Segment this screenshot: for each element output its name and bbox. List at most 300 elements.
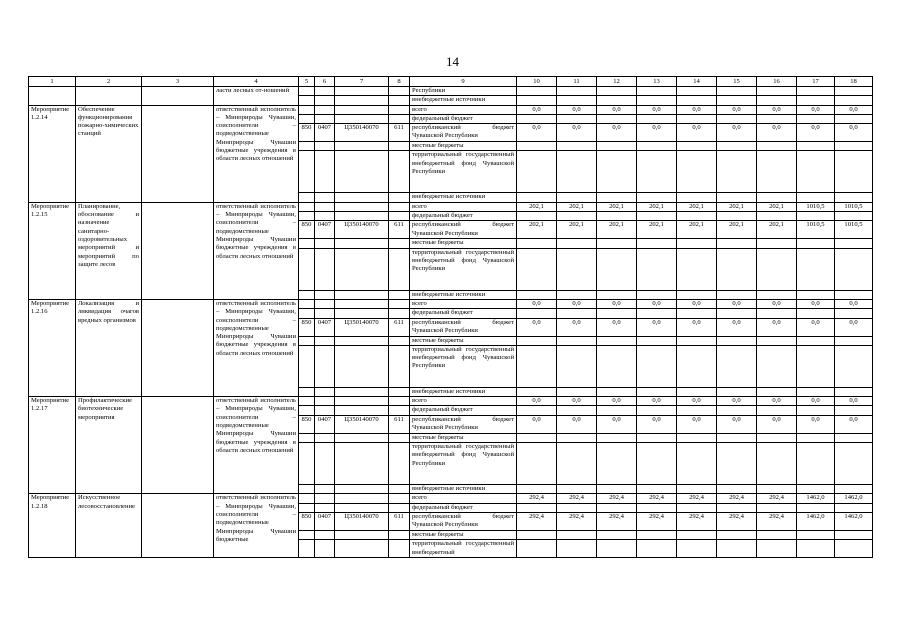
code-vr xyxy=(389,345,410,387)
value-cell xyxy=(557,336,597,345)
table-row xyxy=(29,494,873,503)
header-col-1: 1 xyxy=(29,77,76,87)
value-cell xyxy=(717,387,757,396)
value-cell xyxy=(717,530,757,539)
code-csr xyxy=(335,494,389,503)
value-cell xyxy=(637,485,677,494)
value-cell: 1010,5 xyxy=(797,221,835,239)
code-vr xyxy=(389,212,410,221)
code-csr xyxy=(335,397,389,406)
measure-label: Мероприятие 1.2.15 xyxy=(29,202,76,299)
value-cell xyxy=(517,345,557,387)
page-number: 14 xyxy=(446,54,459,69)
value-cell xyxy=(677,151,717,193)
value-cell xyxy=(677,345,717,387)
code-rzpr xyxy=(315,239,335,248)
code-grbs xyxy=(299,433,315,442)
value-cell xyxy=(677,336,717,345)
code-rzpr xyxy=(315,485,335,494)
value-cell xyxy=(835,345,873,387)
code-rzpr xyxy=(315,151,335,193)
value-cell xyxy=(597,387,637,396)
source-cell: территориальный государственный внебюджетный xyxy=(410,540,517,558)
source-cell: республиканский бюджет Чувашской Республики xyxy=(410,124,517,142)
value-cell xyxy=(717,87,757,96)
value-cell xyxy=(637,336,677,345)
value-cell xyxy=(757,540,797,558)
value-cell: 0,0 xyxy=(757,299,797,308)
source-cell: внебюджетные источники xyxy=(410,290,517,299)
value-cell xyxy=(517,96,557,105)
value-cell xyxy=(677,485,717,494)
value-cell xyxy=(717,193,757,202)
code-vr xyxy=(389,530,410,539)
code-rzpr xyxy=(315,530,335,539)
source-cell: республиканский бюджет Чувашской Республики xyxy=(410,415,517,433)
value-cell: 292,4 xyxy=(597,512,637,530)
table-row xyxy=(29,397,873,406)
code-rzpr xyxy=(315,443,335,485)
value-cell: 0,0 xyxy=(717,299,757,308)
value-cell xyxy=(797,142,835,151)
value-cell: 202,1 xyxy=(517,221,557,239)
value-cell: 0,0 xyxy=(637,397,677,406)
code-cell xyxy=(299,87,315,96)
code-csr xyxy=(335,248,389,290)
value-cell xyxy=(637,503,677,512)
code-rzpr xyxy=(315,397,335,406)
code-csr xyxy=(335,503,389,512)
code-rzpr xyxy=(315,290,335,299)
value-cell: 0,0 xyxy=(597,105,637,114)
value-cell xyxy=(717,151,757,193)
value-cell xyxy=(835,503,873,512)
code-csr: Ц350140070 xyxy=(335,415,389,433)
value-cell xyxy=(717,96,757,105)
code-rzpr: 0407 xyxy=(315,318,335,336)
code-grbs xyxy=(299,345,315,387)
source-cell: местные бюджеты xyxy=(410,530,517,539)
code-vr xyxy=(389,397,410,406)
code-vr xyxy=(389,387,410,396)
value-cell xyxy=(597,87,637,96)
code-rzpr xyxy=(315,494,335,503)
value-cell: 0,0 xyxy=(757,124,797,142)
code-rzpr xyxy=(315,309,335,318)
value-cell: 202,1 xyxy=(597,202,637,211)
code-vr xyxy=(389,142,410,151)
code-csr xyxy=(335,540,389,558)
value-cell: 0,0 xyxy=(757,415,797,433)
code-vr xyxy=(389,494,410,503)
value-cell: 0,0 xyxy=(717,397,757,406)
value-cell: 0,0 xyxy=(835,299,873,308)
value-cell xyxy=(835,151,873,193)
code-grbs xyxy=(299,151,315,193)
executor-cell: ответственный исполнитель – Минприроды Чувашии, соисполнители – подведомственные Минприроды Чувашии бюджетные учреждения в области лесных отношений xyxy=(214,105,299,202)
value-cell xyxy=(597,193,637,202)
value-cell xyxy=(835,248,873,290)
value-cell: 0,0 xyxy=(757,397,797,406)
value-cell: 0,0 xyxy=(797,124,835,142)
value-cell xyxy=(717,345,757,387)
col3-cell xyxy=(142,494,214,557)
value-cell xyxy=(757,96,797,105)
value-cell xyxy=(637,248,677,290)
value-cell: 0,0 xyxy=(597,318,637,336)
code-vr: 611 xyxy=(389,512,410,530)
value-cell: 292,4 xyxy=(717,512,757,530)
code-grbs xyxy=(299,114,315,123)
header-col-13: 13 xyxy=(637,77,677,87)
header-row xyxy=(29,77,873,87)
value-cell xyxy=(835,96,873,105)
value-cell xyxy=(717,142,757,151)
value-cell: 0,0 xyxy=(517,397,557,406)
value-cell xyxy=(797,114,835,123)
value-cell: 0,0 xyxy=(637,318,677,336)
value-cell xyxy=(517,530,557,539)
value-cell xyxy=(797,387,835,396)
value-cell xyxy=(797,503,835,512)
header-col-11: 11 xyxy=(557,77,597,87)
value-cell: 0,0 xyxy=(717,415,757,433)
value-cell xyxy=(717,443,757,485)
value-cell: 0,0 xyxy=(597,299,637,308)
code-grbs: 850 xyxy=(299,318,315,336)
source-cell: федеральный бюджет xyxy=(410,503,517,512)
code-grbs xyxy=(299,336,315,345)
value-cell: 0,0 xyxy=(517,124,557,142)
measure-label-cell xyxy=(29,87,76,106)
value-cell xyxy=(517,114,557,123)
value-cell xyxy=(517,193,557,202)
value-cell xyxy=(517,151,557,193)
executor-cell: ответственный исполнитель – Минприроды Чувашии, соисполнители – подведомственные Минприроды Чувашии бюджетные учреждения в области лесных отношений xyxy=(214,397,299,494)
code-csr: Ц350140070 xyxy=(335,124,389,142)
code-vr xyxy=(389,406,410,415)
code-rzpr: 0407 xyxy=(315,415,335,433)
code-vr xyxy=(389,193,410,202)
source-cell: местные бюджеты xyxy=(410,142,517,151)
value-cell xyxy=(557,87,597,96)
code-csr xyxy=(335,433,389,442)
value-cell xyxy=(557,485,597,494)
header-col-9: 9 xyxy=(410,77,517,87)
code-cell xyxy=(335,87,389,96)
value-cell xyxy=(835,443,873,485)
value-cell xyxy=(557,309,597,318)
value-cell: 0,0 xyxy=(797,415,835,433)
source-cell: федеральный бюджет xyxy=(410,406,517,415)
value-cell xyxy=(557,193,597,202)
code-rzpr xyxy=(315,406,335,415)
value-cell xyxy=(717,114,757,123)
value-cell xyxy=(637,540,677,558)
value-cell xyxy=(757,151,797,193)
value-cell xyxy=(677,87,717,96)
code-grbs xyxy=(299,485,315,494)
value-cell xyxy=(637,345,677,387)
value-cell: 0,0 xyxy=(835,397,873,406)
value-cell: 0,0 xyxy=(557,105,597,114)
value-cell: 0,0 xyxy=(835,318,873,336)
value-cell xyxy=(637,387,677,396)
code-csr xyxy=(335,406,389,415)
code-csr xyxy=(335,443,389,485)
code-csr xyxy=(335,212,389,221)
source-cell: внебюджетные источники xyxy=(410,96,517,105)
value-cell xyxy=(797,485,835,494)
table-row xyxy=(29,105,873,114)
code-rzpr xyxy=(315,193,335,202)
value-cell xyxy=(717,309,757,318)
value-cell: 1462,0 xyxy=(835,494,873,503)
value-cell xyxy=(557,151,597,193)
value-cell xyxy=(677,193,717,202)
value-cell xyxy=(797,540,835,558)
value-cell xyxy=(797,433,835,442)
value-cell xyxy=(717,212,757,221)
value-cell xyxy=(677,248,717,290)
value-cell: 0,0 xyxy=(637,124,677,142)
code-grbs xyxy=(299,239,315,248)
value-cell xyxy=(757,406,797,415)
col3-cell xyxy=(142,202,214,299)
value-cell: 292,4 xyxy=(757,494,797,503)
value-cell xyxy=(797,248,835,290)
value-cell: 202,1 xyxy=(677,202,717,211)
source-cell: всего xyxy=(410,202,517,211)
code-grbs xyxy=(299,397,315,406)
code-rzpr xyxy=(315,202,335,211)
source-cell: внебюджетные источники xyxy=(410,387,517,396)
source-cell: республиканский бюджет Чувашской Республики xyxy=(410,318,517,336)
value-cell xyxy=(677,540,717,558)
value-cell xyxy=(557,433,597,442)
value-cell: 0,0 xyxy=(677,397,717,406)
measure-label: Мероприятие 1.2.17 xyxy=(29,397,76,494)
measure-name: Профилактические биотехнические мероприятия xyxy=(76,397,142,494)
value-cell xyxy=(677,114,717,123)
code-rzpr: 0407 xyxy=(315,221,335,239)
code-grbs xyxy=(299,105,315,114)
value-cell: 292,4 xyxy=(717,494,757,503)
value-cell xyxy=(757,212,797,221)
code-csr xyxy=(335,142,389,151)
value-cell xyxy=(517,433,557,442)
code-vr xyxy=(389,336,410,345)
measure-name: Искусственное лесовосстановление xyxy=(76,494,142,557)
value-cell xyxy=(717,239,757,248)
value-cell xyxy=(797,87,835,96)
value-cell: 0,0 xyxy=(677,124,717,142)
code-csr xyxy=(335,299,389,308)
code-rzpr xyxy=(315,248,335,290)
value-cell xyxy=(557,443,597,485)
value-cell xyxy=(757,345,797,387)
value-cell xyxy=(717,406,757,415)
value-cell: 0,0 xyxy=(835,415,873,433)
code-vr xyxy=(389,540,410,558)
table-row xyxy=(29,87,873,96)
value-cell: 0,0 xyxy=(677,299,717,308)
header-col-3: 3 xyxy=(142,77,214,87)
header-col-17: 17 xyxy=(797,77,835,87)
code-rzpr xyxy=(315,114,335,123)
source-cell: федеральный бюджет xyxy=(410,212,517,221)
value-cell: 0,0 xyxy=(835,124,873,142)
value-cell: 0,0 xyxy=(717,318,757,336)
value-cell: 202,1 xyxy=(757,202,797,211)
value-cell xyxy=(757,114,797,123)
value-cell: 292,4 xyxy=(517,494,557,503)
value-cell xyxy=(637,142,677,151)
value-cell: 1010,5 xyxy=(797,202,835,211)
value-cell: 292,4 xyxy=(517,512,557,530)
header-col-10: 10 xyxy=(517,77,557,87)
value-cell: 0,0 xyxy=(835,105,873,114)
value-cell xyxy=(717,485,757,494)
code-cell xyxy=(389,96,410,105)
value-cell xyxy=(557,248,597,290)
value-cell: 202,1 xyxy=(677,221,717,239)
value-cell: 292,4 xyxy=(757,512,797,530)
value-cell xyxy=(637,309,677,318)
value-cell xyxy=(757,530,797,539)
value-cell xyxy=(597,114,637,123)
value-cell xyxy=(557,406,597,415)
value-cell xyxy=(757,309,797,318)
value-cell xyxy=(597,248,637,290)
measure-name: Локализация и ликвидация очагов вредных организмов xyxy=(76,299,142,396)
code-grbs: 850 xyxy=(299,512,315,530)
value-cell xyxy=(677,239,717,248)
value-cell: 202,1 xyxy=(557,202,597,211)
program-table xyxy=(28,76,873,558)
code-csr xyxy=(335,105,389,114)
code-vr xyxy=(389,485,410,494)
value-cell xyxy=(835,87,873,96)
value-cell: 0,0 xyxy=(757,105,797,114)
value-cell: 202,1 xyxy=(757,221,797,239)
value-cell xyxy=(757,433,797,442)
measure-name-cell xyxy=(76,87,142,106)
value-cell xyxy=(557,387,597,396)
value-cell xyxy=(677,443,717,485)
value-cell xyxy=(797,193,835,202)
table-row xyxy=(29,299,873,308)
source-cell: территориальный государственный внебюджетный фонд Чувашской Республики xyxy=(410,345,517,387)
value-cell: 0,0 xyxy=(637,105,677,114)
source-cell: территориальный государственный внебюджетный фонд Чувашской Республики xyxy=(410,248,517,290)
value-cell xyxy=(797,406,835,415)
value-cell: 292,4 xyxy=(557,512,597,530)
value-cell: 0,0 xyxy=(677,105,717,114)
value-cell xyxy=(757,87,797,96)
code-vr xyxy=(389,248,410,290)
value-cell xyxy=(757,239,797,248)
col3-cell xyxy=(142,105,214,202)
value-cell: 202,1 xyxy=(517,202,557,211)
header-col-6: 6 xyxy=(315,77,335,87)
code-rzpr xyxy=(315,345,335,387)
value-cell xyxy=(517,239,557,248)
value-cell xyxy=(797,212,835,221)
source-cell: внебюджетные источники xyxy=(410,485,517,494)
source-cell: Республики xyxy=(410,87,517,96)
value-cell xyxy=(557,96,597,105)
value-cell xyxy=(557,530,597,539)
value-cell xyxy=(597,239,637,248)
value-cell xyxy=(677,406,717,415)
value-cell xyxy=(717,540,757,558)
source-cell: территориальный государственный внебюджетный фонд Чувашской Республики xyxy=(410,151,517,193)
value-cell: 0,0 xyxy=(637,415,677,433)
code-csr xyxy=(335,387,389,396)
source-cell: местные бюджеты xyxy=(410,336,517,345)
value-cell xyxy=(597,503,637,512)
code-grbs xyxy=(299,443,315,485)
value-cell xyxy=(677,530,717,539)
value-cell xyxy=(637,193,677,202)
value-cell xyxy=(517,142,557,151)
value-cell xyxy=(835,290,873,299)
code-csr: Ц350140070 xyxy=(335,512,389,530)
code-rzpr xyxy=(315,433,335,442)
value-cell xyxy=(797,530,835,539)
value-cell xyxy=(797,345,835,387)
value-cell: 202,1 xyxy=(717,221,757,239)
value-cell xyxy=(757,485,797,494)
value-cell: 202,1 xyxy=(637,202,677,211)
code-grbs xyxy=(299,540,315,558)
source-cell: территориальный государственный внебюджетный фонд Чувашской Республики xyxy=(410,443,517,485)
value-cell: 202,1 xyxy=(557,221,597,239)
code-grbs: 850 xyxy=(299,124,315,142)
source-cell: всего xyxy=(410,397,517,406)
value-cell: 0,0 xyxy=(677,415,717,433)
code-vr xyxy=(389,503,410,512)
code-cell xyxy=(315,87,335,96)
code-csr xyxy=(335,336,389,345)
code-csr xyxy=(335,345,389,387)
code-vr: 611 xyxy=(389,415,410,433)
value-cell xyxy=(835,530,873,539)
code-vr xyxy=(389,202,410,211)
code-grbs: 850 xyxy=(299,415,315,433)
value-cell: 1010,5 xyxy=(835,221,873,239)
value-cell xyxy=(757,387,797,396)
value-cell xyxy=(517,443,557,485)
code-grbs xyxy=(299,248,315,290)
value-cell: 0,0 xyxy=(517,105,557,114)
measure-label: Мероприятие 1.2.14 xyxy=(29,105,76,202)
value-cell xyxy=(597,540,637,558)
value-cell xyxy=(557,142,597,151)
value-cell: 0,0 xyxy=(797,318,835,336)
value-cell: 0,0 xyxy=(637,299,677,308)
value-cell: 292,4 xyxy=(557,494,597,503)
value-cell xyxy=(677,142,717,151)
value-cell xyxy=(637,433,677,442)
source-cell: всего xyxy=(410,299,517,308)
value-cell xyxy=(517,503,557,512)
code-vr: 611 xyxy=(389,318,410,336)
value-cell xyxy=(597,151,637,193)
code-grbs xyxy=(299,406,315,415)
code-rzpr: 0407 xyxy=(315,124,335,142)
